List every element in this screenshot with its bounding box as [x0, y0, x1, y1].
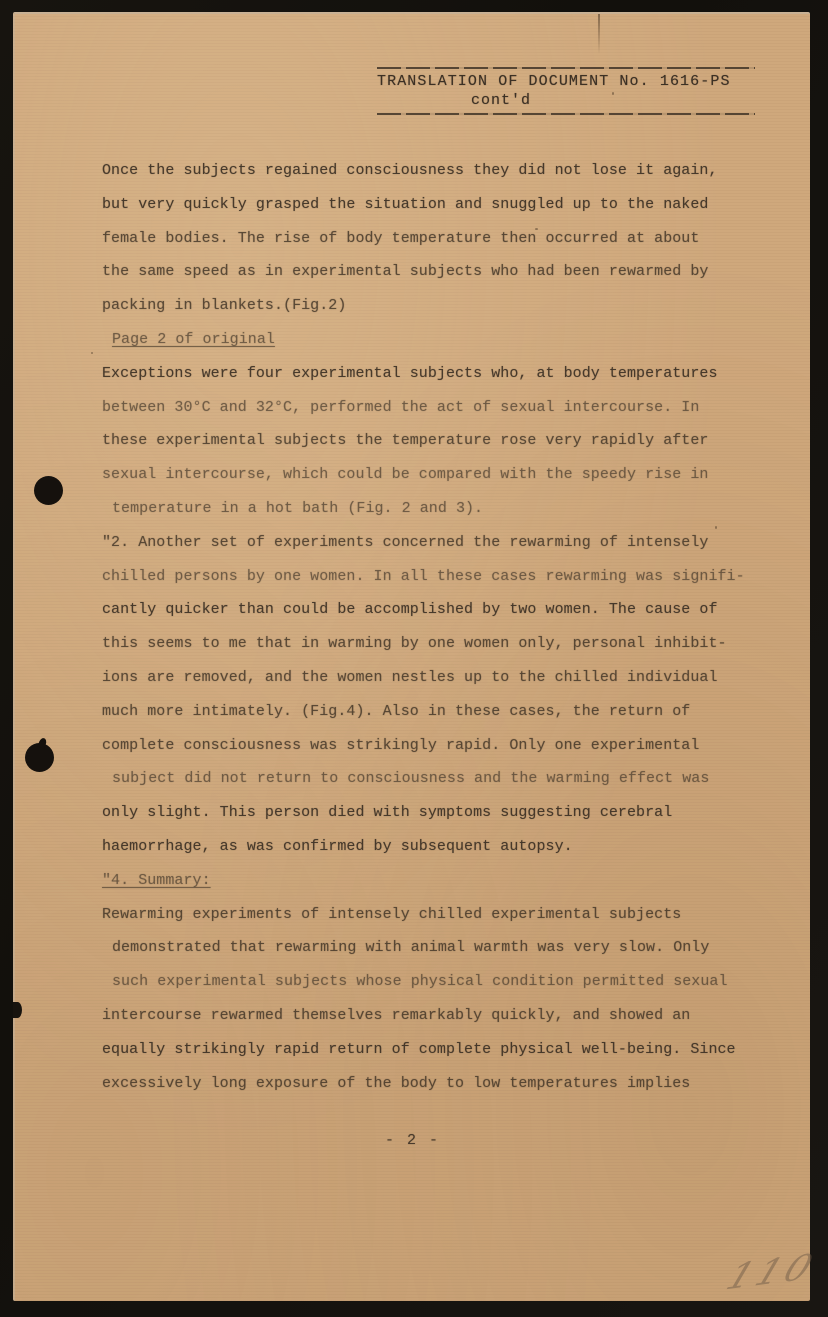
- typed-line: these experimental subjects the temperature rose very rapidly after: [102, 432, 709, 450]
- crease-mark: [598, 14, 600, 54]
- typed-line: Exceptions were four experimental subjects who, at body temperatures: [102, 364, 718, 382]
- typed-line: excessively long exposure of the body to low temperatures implies: [102, 1074, 691, 1092]
- typed-line: female bodies. The rise of body temperature then occurred at about: [102, 229, 700, 247]
- typed-line: Once the subjects regained consciousness they did not lose it again,: [102, 162, 718, 179]
- typed-line: between 30°C and 32°C, performed the act of sexual intercourse. In: [102, 398, 700, 416]
- typed-line: much more intimately. (Fig.4). Also in these cases, the return of: [102, 702, 691, 720]
- typed-line: intercourse rewarmed themselves remarkably quickly, and showed an: [102, 1006, 691, 1024]
- typed-line: equally strikingly rapid return of complete physical well-being. Since: [102, 1040, 736, 1058]
- document-header: [377, 57, 755, 115]
- typed-line: "2. Another set of experiments concerned the rewarming of intensely: [102, 533, 709, 551]
- typed-line: cantly quicker than could be accomplished by two women. The cause of: [102, 601, 718, 619]
- contd-label: cont'd: [470, 92, 531, 109]
- typed-line: subject did not return to consciousness and the warming effect was: [112, 770, 710, 788]
- typed-line: haemorrhage, as was confirmed by subsequent autopsy.: [102, 837, 573, 855]
- header-rule-bottom: [377, 113, 755, 115]
- punch-hole-top: [34, 476, 63, 505]
- typed-line: temperature in a hot bath (Fig. 2 and 3).: [112, 499, 484, 517]
- edge-mark: [13, 1002, 22, 1018]
- typed-line: this seems to me that in warming by one women only, personal inhibit-: [102, 635, 727, 653]
- typed-line: packing in blankets.(Fig.2): [102, 297, 347, 315]
- typed-line: ions are removed, and the women nestles up to the chilled individual: [102, 668, 718, 686]
- typed-line: Rewarming experiments of intensely chilled experimental subjects: [102, 905, 682, 923]
- document-title: TRANSLATION OF DOCUMENT No. 1616-PS: [377, 73, 731, 90]
- handwritten-number: 110: [720, 1246, 823, 1299]
- typed-line: only slight. This person died with symptoms suggesting cerebral: [102, 804, 673, 822]
- typed-line: but very quickly grasped the situation and snuggled up to the naked: [102, 195, 709, 213]
- document-page: [13, 12, 823, 1301]
- typed-line: such experimental subjects whose physical condition permitted sexual: [112, 973, 728, 991]
- typed-line: chilled persons by one women. In all these cases rewarming was signifi-: [102, 567, 745, 585]
- section-heading-summary: "4. Summary:: [102, 871, 211, 889]
- section-heading-page2: Page 2 of original: [112, 330, 275, 348]
- paper-speck: [91, 352, 93, 354]
- typed-text-block: [102, 154, 762, 1100]
- typed-line: complete consciousness was strikingly rapid. Only one experimental: [102, 736, 700, 754]
- typed-line: sexual intercourse, which could be compared with the speedy rise in: [102, 466, 709, 484]
- page-number: - 2 -: [384, 1132, 440, 1149]
- punch-hole-bottom: [25, 743, 54, 772]
- typed-line: the same speed as in experimental subjects who had been rewarmed by: [102, 263, 709, 281]
- typed-line: demonstrated that rewarming with animal warmth was very slow. Only: [112, 939, 710, 957]
